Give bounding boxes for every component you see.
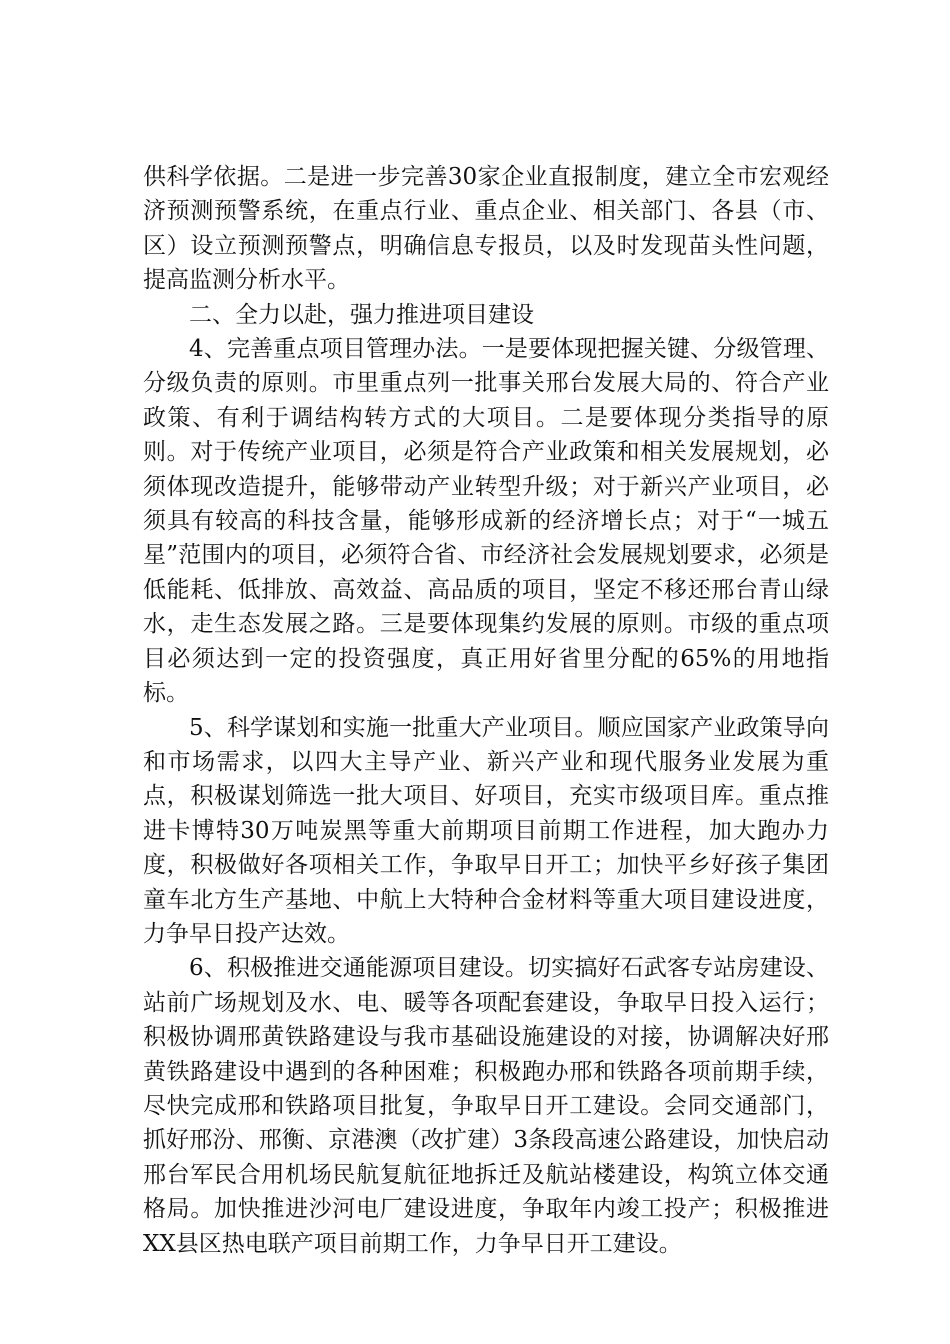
paragraph-item-6: 6、积极推进交通能源项目建设。切实搞好石武客专站房建设、站前广场规划及水、电、暖等各项配套建设，争取早日投入运行；积极协调邢黄铁路建设与我市基础设施建设的对接，协调解决好邢黄铁路建设中遇到的各种困难；积极跑办邢和铁路各项前期手续，尽快完成邢和铁路项目批复，争取早日开工建设。会同交通部门，抓好邢汾、邢衡、京港澳（改扩建）3条段高速公路建设，加快启动邢台军民合用机场民航复航征地拆迁及航站楼建设，构筑立体交通格局。加快推进沙河电厂建设进度，争取年内竣工投产；积极推进XX县区热电联产项目前期工作，力争早日开工建设。 <box>143 955 829 1257</box>
document-body <box>143 160 829 1261</box>
paragraph-item-5: 5、科学谋划和实施一批重大产业项目。顺应国家产业政策导向和市场需求，以四大主导产业、新兴产业和现代服务业发展为重点，积极谋划筛选一批大项目、好项目，充实市级项目库。重点推进卡博特30万吨炭黑等重大前期项目前期工作进程，加大跑办力度，积极做好各项相关工作，争取早日开工；加快平乡好孩子集团童车北方生产基地、中航上大特种合金材料等重大项目建设进度，力争早日投产达效。 <box>143 714 829 947</box>
paragraph-item-4: 4、完善重点项目管理办法。一是要体现把握关键、分级管理、分级负责的原则。市里重点列一批事关邢台发展大局的、符合产业政策、有利于调结构转方式的大项目。二是要体现分类指导的原则。对于传统产业项目，必须是符合产业政策和相关发展规划，必须体现改造提升，能够带动产业转型升级；对于新兴产业项目，必须具有较高的科技含量，能够形成新的经济增长点；对于“一城五星”范围内的项目，必须符合省、市经济社会发展规划要求，必须是低能耗、低排放、高效益、高品质的项目，坚定不移还邢台青山绿水，走生态发展之路。三是要体现集约发展的原则。市级的重点项目必须达到一定的投资强度，真正用好省里分配的65%的用地指标。 <box>143 336 829 707</box>
paragraph-continued: 供科学依据。二是进一步完善30家企业直报制度，建立全市宏观经济预测预警系统，在重点行业、重点企业、相关部门、各县（市、区）设立预测预警点，明确信息专报员，以及时发现苗头性问题，提高监测分析水平。 <box>143 164 829 294</box>
section-heading: 二、全力以赴，强力推进项目建设 <box>189 301 534 328</box>
